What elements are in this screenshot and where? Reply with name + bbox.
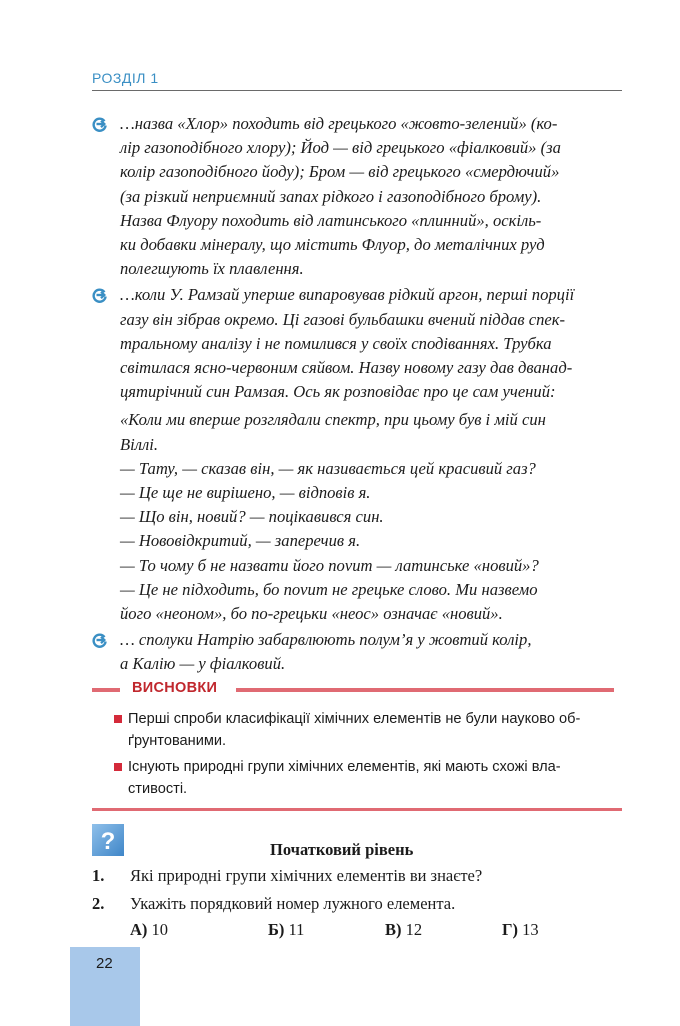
answer-value: 11 — [288, 920, 305, 939]
fact-line: газу він зібрав окремо. Ці газові бульбашки вчений піддав спек- — [120, 309, 566, 329]
fact-line: …назва «Хлор» походить від грецького «жовто-зелений» (ко- — [120, 114, 558, 133]
answer-value: 10 — [151, 920, 169, 939]
page-number: 22 — [96, 955, 113, 972]
answer-letter: Б) — [268, 920, 285, 939]
conclusion-line: стивості. — [128, 781, 188, 797]
fact-item — [92, 628, 622, 676]
dialogue — [120, 408, 622, 626]
conclusion-line: ґрунтованими. — [128, 733, 227, 749]
dialogue-line: «Коли ми вперше розглядали спектр, при цьому був і мій син — [120, 410, 546, 430]
fact-line: тральному аналізу і не помилився у своїх сподіваннях. Трубка — [120, 333, 552, 353]
square-bullet-icon — [114, 715, 122, 723]
answer-value: 13 — [522, 920, 539, 939]
answer-option — [130, 920, 168, 940]
fact-item — [92, 112, 622, 281]
fact-item — [92, 283, 622, 626]
dialogue-line: — Нововідкритий, — заперечив я. — [120, 531, 361, 551]
question-number: 2. — [92, 894, 105, 913]
conclusion-item — [114, 756, 620, 800]
answer-letter: В) — [385, 920, 402, 939]
conclusions-rule-left — [92, 688, 120, 692]
fact-line: а Калію — у фіалковий. — [120, 654, 286, 674]
dialogue-line: — Що він, новий? — поцікавився син. — [120, 507, 384, 527]
square-bullet-icon — [114, 763, 122, 771]
conclusion-line: Перші спроби класифікації хімічних елементів не були науково об- — [128, 711, 581, 727]
arrow-bullet-icon — [92, 116, 108, 132]
question-mark-icon — [92, 824, 124, 856]
section-separator — [92, 808, 622, 811]
fact-line: цятирічний син Рамзая. Ось як розповідає про це сам учений: — [120, 382, 556, 402]
dialogue-line: його «неоном», бо по-грецьки «неос» означає «новий». — [120, 604, 503, 624]
arrow-bullet-icon — [92, 287, 108, 303]
answer-option — [385, 920, 422, 940]
fact-line: полегшують їх плавлення. — [120, 259, 304, 279]
arrow-bullet-icon — [92, 632, 108, 648]
fact-line: колір газоподібного йоду); Бром — від грецького «смердючий» — [120, 162, 560, 182]
header-rule — [92, 90, 622, 91]
svg-text:?: ? — [100, 828, 116, 855]
dialogue-line: — Це не підходить, бо novum не грецьке слово. Ми назвемо — [120, 579, 538, 599]
conclusions-list — [114, 708, 620, 804]
fact-line: …коли У. Рамзай уперше випаровував рідкий аргон, перші порції — [120, 285, 575, 305]
fact-line: ки добавки мінералу, що містить Флуор, до металічних руд — [120, 235, 545, 255]
question-text: Укажіть порядковий номер лужного елемента. — [130, 894, 456, 913]
answer-letter: Г) — [502, 920, 518, 939]
fact-line: (за різкий неприємний запах рідкого і газоподібного брому). — [120, 186, 542, 206]
question-number: 1. — [92, 866, 105, 885]
conclusions-title: ВИСНОВКИ — [132, 680, 218, 696]
answer-value: 12 — [405, 920, 423, 939]
dialogue-line: — То чому б не назвати його novum — латинське «новий»? — [120, 555, 539, 575]
dialogue-line: — Це ще не вирішено, — відповів я. — [120, 483, 371, 503]
fact-line: світилася ясно-червоним сяйвом. Назву новому газу дав дванад- — [120, 358, 573, 378]
question-text: Які природні групи хімічних елементів ви знаєте? — [130, 866, 483, 885]
fact-line: Назва Флуору походить від латинського «плинний», оскіль- — [120, 210, 542, 230]
conclusions-header — [92, 680, 622, 697]
dialogue-line: Віллі. — [120, 434, 158, 454]
dialogue-line: — Тату, — сказав він, — як називається цей красивий газ? — [120, 458, 536, 478]
answer-option — [502, 920, 539, 940]
conclusions-rule-right — [236, 688, 614, 692]
facts-section — [92, 112, 622, 677]
fact-line: … сполуки Натрію забарвлюють полум’я у жовтий колір, — [120, 630, 532, 650]
level-title: Початковий рівень — [270, 840, 414, 859]
conclusion-line: Існують природні групи хімічних елементів, які мають схожі вла- — [128, 759, 561, 775]
fact-line: лір газоподібного хлору); Йод — від грецького «фіалковий» (за — [120, 138, 561, 158]
section-title: РОЗДІЛ 1 — [92, 70, 159, 86]
answer-option — [268, 920, 304, 940]
conclusion-item — [114, 708, 620, 752]
answer-letter: А) — [130, 920, 148, 939]
